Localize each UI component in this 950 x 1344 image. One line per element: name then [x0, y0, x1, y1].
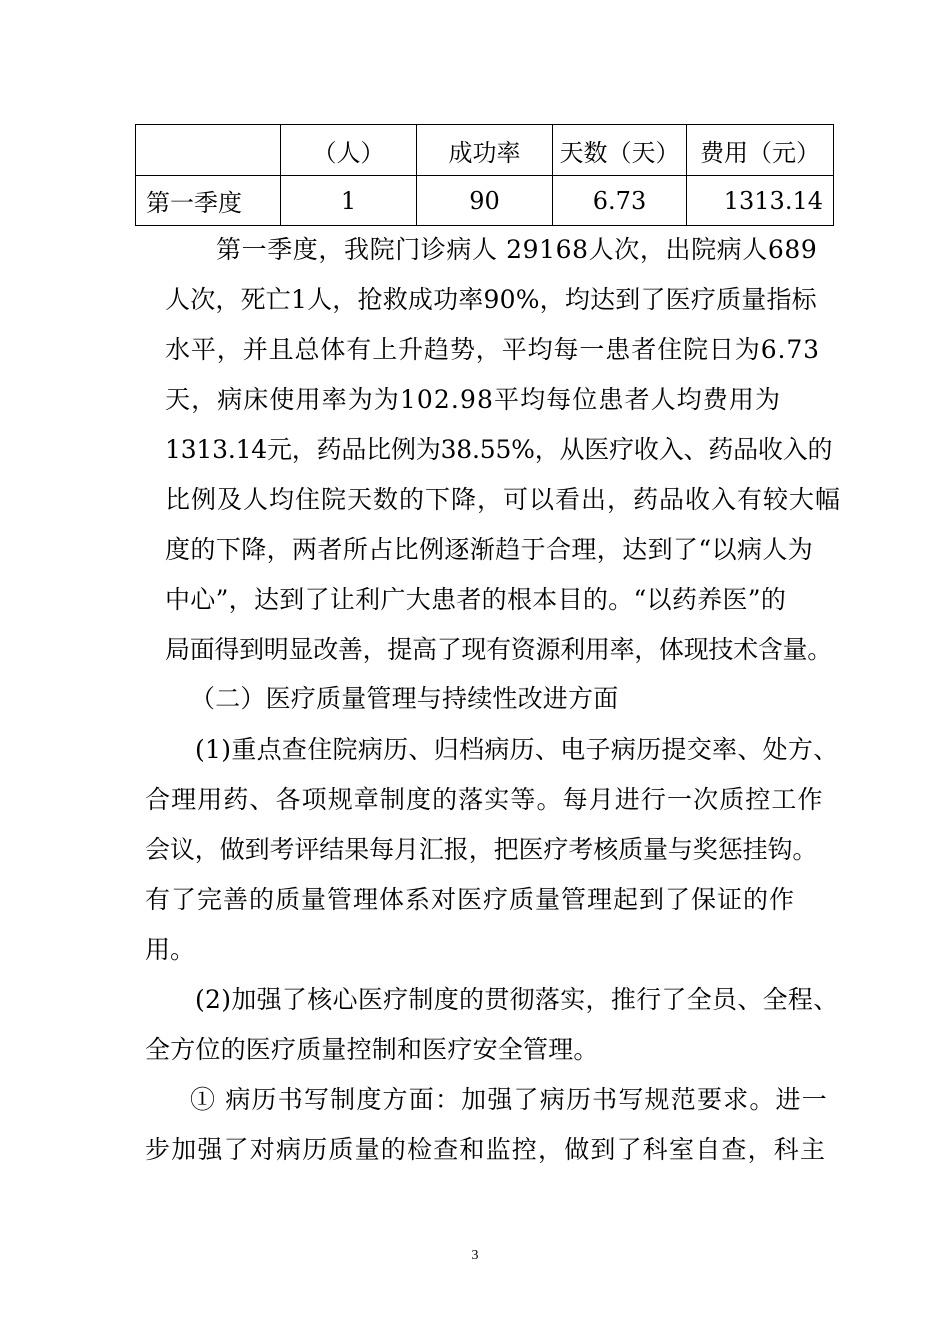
table-cell: （人）: [281, 125, 417, 176]
paragraph-line: 水平，并且总体有上升趋势，平均每一患者住院日为6.73: [165, 335, 820, 364]
paragraph-line: 度的下降，两者所占比例逐渐趋于合理，达到了“以病人为: [165, 535, 814, 564]
table-cell: 第一季度: [136, 176, 281, 226]
table-cell: 6.73: [553, 176, 687, 226]
section-heading: （二）医疗质量管理与持续性改进方面: [190, 684, 619, 713]
table-cell: [136, 125, 281, 176]
table-cell: 1: [281, 176, 417, 226]
paragraph-line: 人次，死亡1人，抢救成功率90%，均达到了医疗质量指标: [165, 285, 817, 314]
paragraph-line: 第一季度，我院门诊病人 29168人次，出院病人689: [216, 235, 818, 264]
table-cell: 1313.14: [687, 176, 834, 226]
paragraph-line: 1313.14元，药品比例为38.55%，从医疗收入、药品收入的: [165, 435, 833, 464]
statistics-table: [135, 124, 834, 226]
table-header-row: [136, 125, 834, 176]
table-cell: 天数（天）: [553, 125, 687, 176]
paragraph-line: 中心”，达到了让利广大患者的根本目的。“以药养医”的: [165, 585, 787, 614]
paragraph-line: 用。: [145, 935, 196, 964]
paragraph-line: 比例及人均住院天数的下降，可以看出，药品收入有较大幅: [165, 485, 842, 514]
page-number: 3: [471, 1248, 479, 1263]
table-row: [136, 176, 834, 226]
paragraph-line: 步加强了对病历质量的检查和监控，做到了科室自查，科主: [145, 1135, 827, 1164]
paragraph-line: 有了完善的质量管理体系对医疗质量管理起到了保证的作: [145, 885, 796, 914]
paragraph-line: 天，病床使用率为为102.98平均每位患者人均费用为: [165, 385, 782, 414]
paragraph-line: 会议，做到考评结果每月汇报，把医疗考核质量与奖惩挂钩。: [145, 835, 818, 864]
paragraph-line: ① 病历书写制度方面：加强了病历书写规范要求。进一: [190, 1085, 828, 1114]
table-cell: 90: [417, 176, 553, 226]
table-cell: 费用（元）: [687, 125, 834, 176]
paragraph-line: 局面得到明显改善，提高了现有资源利用率，体现技术含量。: [165, 635, 832, 664]
paragraph-line: (2)加强了核心医疗制度的贯彻落实，推行了全员、全程、: [195, 985, 839, 1014]
paragraph-line: 全方位的医疗质量控制和医疗安全管理。: [145, 1035, 599, 1064]
paragraph-line: 合理用药、各项规章制度的落实等。每月进行一次质控工作: [145, 785, 824, 814]
paragraph-line: (1)重点查住院病历、归档病历、电子病历提交率、处方、: [195, 735, 839, 764]
table-cell: 成功率: [417, 125, 553, 176]
